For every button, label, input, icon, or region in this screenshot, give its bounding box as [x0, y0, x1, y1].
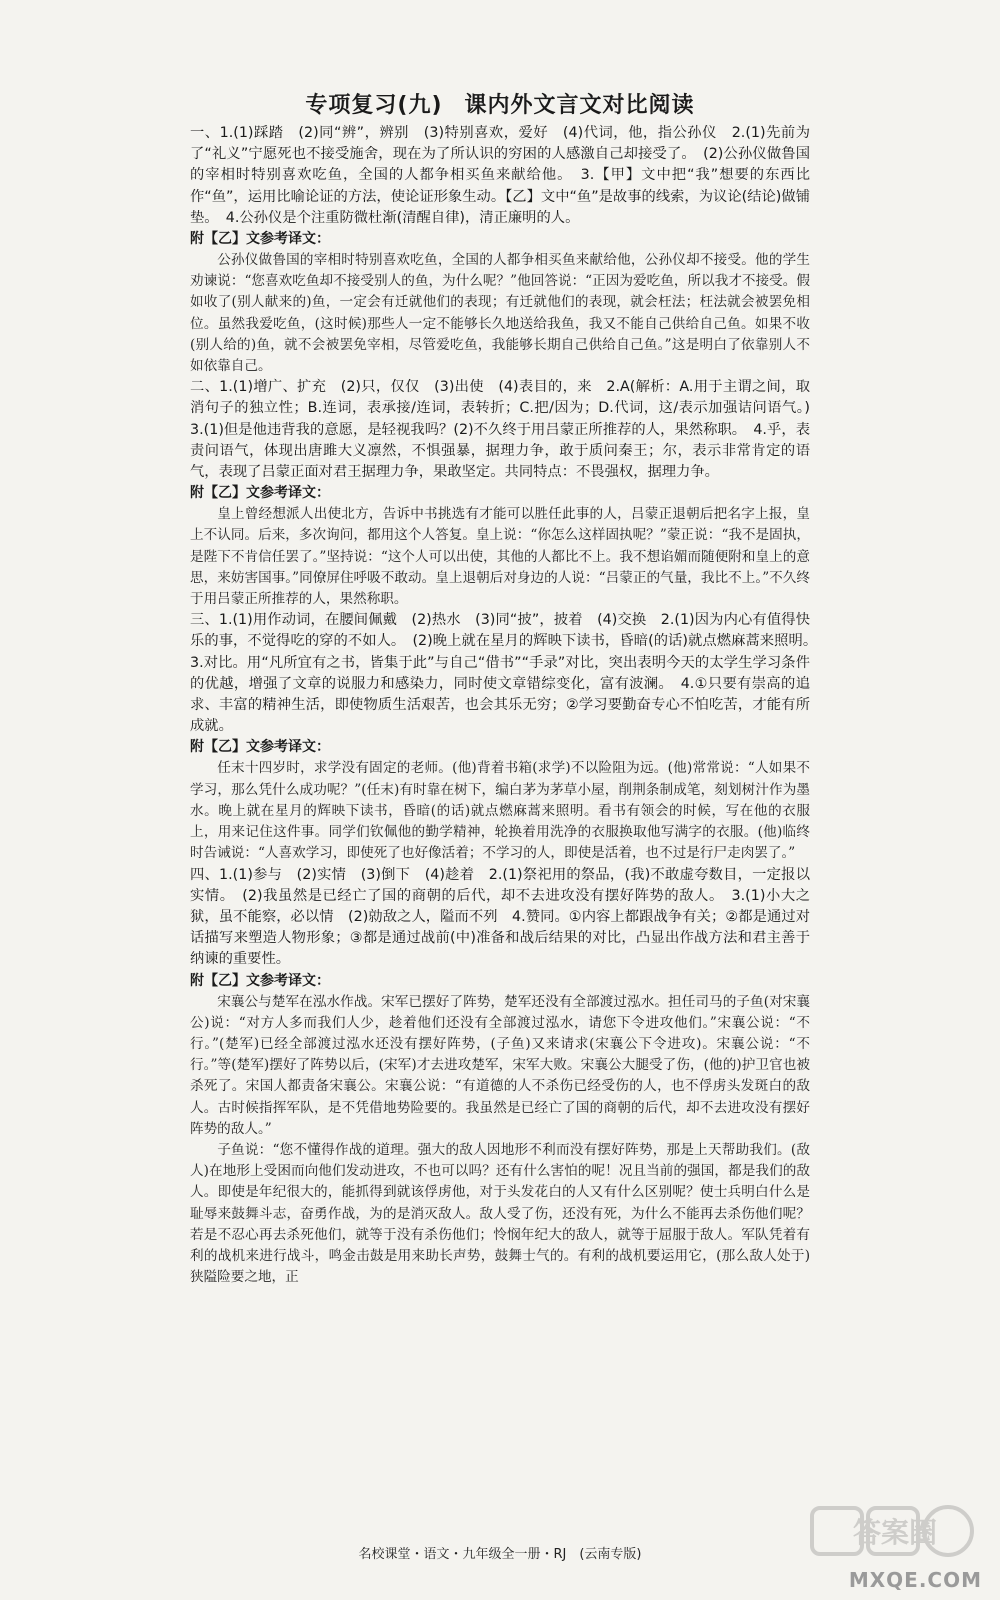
page	[190, 88, 825, 1288]
section-1-ref-title: 附【乙】文参考译文：	[190, 231, 330, 248]
section-4-ref-text-2: 子鱼说：“您不懂得作战的道理。强大的敌人因地形不利而没有摆好阵势，那是上天帮助我们。(敌人)在地形上受困而向他们发动进攻，不也可以吗？还有什么害怕的呢！况且当前的强国，都是我们的敌人。即使是年纪很大的，能抓得到就该俘虏他，对于头发花白的人又有什么区别呢？使士兵明白什么是耻辱来鼓舞斗志，奋勇作战，为的是消灭敌人。敌人受了伤，还没有死，为什么不能再去杀伤他们呢？若是不忍心再去杀死他们，就等于没有杀伤他们；怜悯年纪大的敌人，就等于屈服于敌人。军队凭着有利的战机来进行战斗，鸣金击鼓是用来助长声势，鼓舞士气的。有利的战机要运用它，(那么敌人处于)狭隘险要之地，正	[190, 1141, 810, 1286]
title-main: 专项复习(九)	[305, 93, 443, 118]
section-2-ref-title: 附【乙】文参考译文：	[190, 485, 330, 502]
section-3-ref-title: 附【乙】文参考译文：	[190, 739, 330, 756]
title-sub: 课内外文言文对比阅读	[464, 93, 695, 118]
section-4-ref-text: 宋襄公与楚军在泓水作战。宋军已摆好了阵势，楚军还没有全部渡过泓水。担任司马的子鱼(对宋襄公)说：“对方人多而我们人少，趁着他们还没有全部渡过泓水，请您下令进攻他们。”宋襄公说：“不行。”(楚军)已经全部渡过泓水还没有摆好阵势，(子鱼)又来请求(宋襄公下令进攻)。宋襄公说：“不行。”等(楚军)摆好了阵势以后，(宋军)才去进攻楚军，宋军大败。宋襄公大腿受了伤，(他的)护卫官也被杀死了。宋国人都责备宋襄公。宋襄公说：“有道德的人不杀伤已经受伤的人，也不俘虏头发斑白的敌人。古时候指挥军队，是不凭借地势险要的。我虽然是已经亡了国的商朝的后代，却不去进攻没有摆好阵势的敌人。”	[190, 993, 810, 1137]
page-footer: 名校课堂・语文・九年级全一册・RJ (云南专版)	[358, 1547, 642, 1562]
page-title	[190, 88, 810, 119]
section-3-ref-text: 任末十四岁时，求学没有固定的老师。(他)背着书箱(求学)不以险阻为远。(他)常常说：“人如果不学习，那么凭什么成功呢？”(任末)有时靠在树下，编白茅为茅草小屋，削荆条制成笔，刻划树汁作为墨水。晚上就在星月的辉映下读书，昏暗(的话)就点燃麻蒿来照明。看书有领会的时候，写在他的衣服上，用来记住这件事。同学们钦佩他的勤学精神，轮换着用洗净的衣服换取他写满字的衣服。(他)临终时告诫说：“人喜欢学习，即使死了也好像活着；不学习的人，即使是活着，也不过是行尸走肉罢了。”	[190, 760, 810, 862]
section-1-answers: 一、1.(1)踩踏 (2)同“辨”，辨别 (3)特别喜欢，爱好 (4)代词，他，指公孙仪 2.(1)先前为了“礼义”宁愿死也不接受施舍，现在为了所认识的穷困的人感激自己却接受了。 (2)公孙仪做鲁国的宰相时特别喜欢吃鱼，全国的人都争相买鱼来献给他。 3.【甲】文中把“我”想要的东西比作“鱼”，运用比喻论证的方法，使论证形象生动。【乙】文中“鱼”是故事的线索，为议论(结论)做铺垫。 4.公孙仪是个注重防微杜渐(清醒自律)，清正廉明的人。	[190, 125, 810, 226]
watermark-logo	[810, 1504, 980, 1574]
section-4-answers: 四、1.(1)参与 (2)实情 (3)倒下 (4)趁着 2.(1)祭祀用的祭品，(我)不敢虚夸数目，一定报以实情。 (2)我虽然是已经亡了国的商朝的后代，却不去进攻没有摆好阵势的敌人。 3.(1)小大之狱，虽不能察，必以情 (2)勍敌之人，隘而不列 4.赞同。①内容上都跟战争有关；②都是通过对话描写来塑造人物形象；③都是通过战前(中)准备和战后结果的对比，凸显出作战方法和君主善于纳谏的重要性。	[190, 866, 810, 968]
section-1-ref-text: 公孙仪做鲁国的宰相时特别喜欢吃鱼，全国的人都争相买鱼来献给他，公孙仪却不接受。他的学生劝谏说：“您喜欢吃鱼却不接受别人的鱼，为什么呢？”他回答说：“正因为爱吃鱼，所以我才不接受。假如收了(别人献来的)鱼，一定会有迁就他们的表现；有迁就他们的表现，就会枉法；枉法就会被罢免相位。虽然我爱吃鱼，(这时候)那些人一定不能够长久地送给我鱼，我又不能自己供给自己鱼。如果不收(别人给的)鱼，就不会被罢免宰相，尽管爱吃鱼，我能够长期自己供给自己鱼。”这是明白了依靠别人不如依靠自己。	[190, 252, 810, 375]
section-4-ref-title: 附【乙】文参考译文：	[190, 972, 330, 989]
section-3-answers: 三、1.(1)用作动词，在腰间佩戴 (2)热水 (3)同“披”，披着 (4)交换 2.(1)因为内心有值得快乐的事，不觉得吃的穿的不如人。 (2)晚上就在星月的辉映下读书，昏暗(的话)就点燃麻蒿来照明。 3.对比。用“凡所宜有之书，皆集于此”与自己“借书”“手录”对比，突出表明今天的太学生学习条件的优越，增强了文章的说服力和感染力，同时使文章错综变化，富有波澜。 4.①只要有崇高的追求、丰富的精神生活，即使物质生活艰苦，也会其乐无穷；②学习要勤奋专心不怕吃苦，才能有所成就。	[190, 612, 825, 735]
watermark-logo-text: 答案圈	[852, 1516, 938, 1549]
section-2-answers: 二、1.(1)增广、扩充 (2)只，仅仅 (3)出使 (4)表目的，来 2.A(解析：A.用于主谓之间，取消句子的独立性；B.连词，表承接/连词，表转折；C.把/因为；D.代词，这/表示加强诘问语气。) 3.(1)但是他违背我的意愿，是轻视我吗？(2)不久终于用吕蒙正所推荐的人，果然称职。 4.乎，表责问语气，体现出唐雎大义凛然，不惧强暴，据理力争，敢于质问秦王；尔，表示非常肯定的语气，表现了吕蒙正面对君王据理力争，果敢坚定。共同特点：不畏强权，据理力争。	[190, 379, 825, 481]
section-2-ref-text: 皇上曾经想派人出使北方，告诉中书挑选有才能可以胜任此事的人，吕蒙正退朝后把名字上报，皇上不认同。后来，多次询问，都用这个人答复。皇上说：“你怎么这样固执呢？”蒙正说：“我不是固执，是陛下不肯信任罢了。”坚持说：“这个人可以出使，其他的人都比不上。我不想谄媚而随便附和皇上的意思，来妨害国事。”同僚屏住呼吸不敢动。皇上退朝后对身边的人说：“吕蒙正的气量，我比不上。”不久终于用吕蒙正所推荐的人，果然称职。	[190, 506, 810, 608]
watermark-site: MXQE.COM	[848, 1568, 982, 1592]
